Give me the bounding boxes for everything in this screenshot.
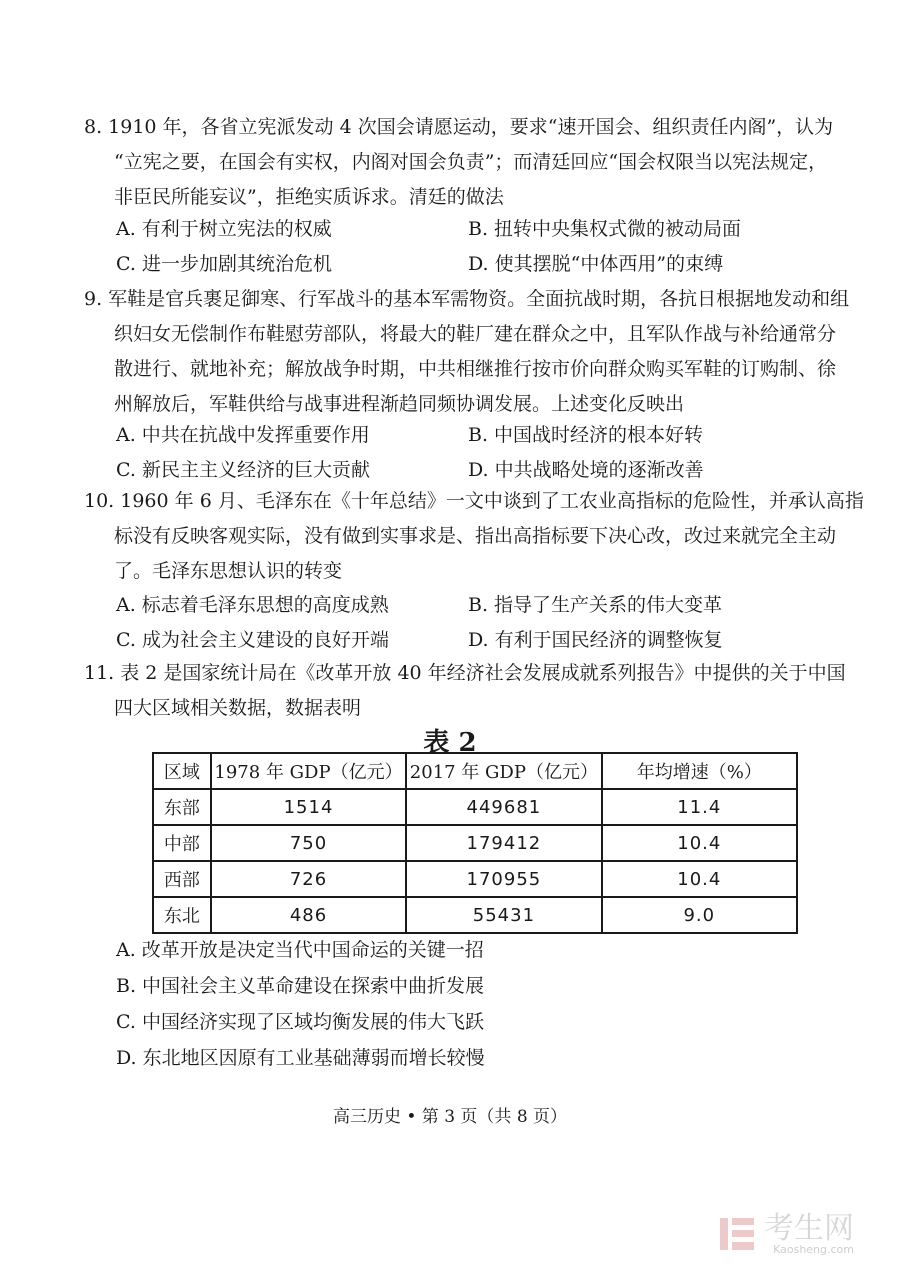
q8-option-b: B. 扭转中央集权式微的被动局面 [468, 218, 742, 240]
question-9-line-3: 散进行、就地补充；解放战争时期，中共相继推行按市价向群众购买军鞋的订购制、徐 [114, 358, 837, 380]
q10-option-c: C. 成为社会主义建设的良好开端 [116, 629, 389, 651]
table-title: 表 2 [423, 728, 477, 758]
question-10-line-2: 标没有反映客观实际，没有做到实事求是、指出高指标要下决心改，改过来就完全主动 [114, 525, 837, 547]
table-row [153, 897, 797, 933]
table-cell-gdp-1978: 1514 [211, 789, 406, 825]
table-cell-gdp-2017: 449681 [406, 789, 601, 825]
q10-option-b: B. 指导了生产关系的伟大变革 [468, 594, 723, 616]
table-header-growth: 年均增速（%） [602, 753, 797, 789]
table-header-row [153, 753, 797, 789]
table-cell-gdp-2017: 179412 [406, 825, 601, 861]
q11-option-d: D. 东北地区因原有工业基础薄弱而增长较慢 [116, 1047, 485, 1069]
question-11-line-1: 11. 表 2 是国家统计局在《改革开放 40 年经济社会发展成就系列报告》中提供的关于中国 [84, 662, 846, 684]
q9-option-d: D. 中共战略处境的逐渐改善 [468, 459, 704, 481]
table-cell-gdp-2017: 55431 [406, 897, 601, 933]
question-8-line-2: “立宪之要，在国会有实权，内阁对国会负责”；而清廷回应“国会权限当以宪法规定， [114, 151, 828, 173]
question-9-line-4: 州解放后，军鞋供给与战事进程渐趋同频协调发展。上述变化反映出 [114, 393, 685, 415]
q10-option-d: D. 有利于国民经济的调整恢复 [468, 629, 723, 651]
q8-option-c: C. 进一步加剧其统治危机 [116, 253, 332, 275]
question-10-line-1: 10. 1960 年 6 月、毛泽东在《十年总结》一文中谈到了工农业高指标的危险性，并承认高指 [84, 490, 864, 512]
watermark [718, 1210, 888, 1258]
q9-option-b: B. 中国战时经济的根本好转 [468, 424, 704, 446]
question-10-line-3: 了。毛泽东思想认识的转变 [114, 560, 343, 582]
question-8 [84, 110, 864, 215]
question-8-line-3: 非臣民所能妄议”，拒绝实质诉求。清廷的做法 [114, 186, 504, 208]
table-row [153, 825, 797, 861]
question-10 [84, 484, 864, 589]
question-11-options [116, 932, 856, 1076]
table-cell-gdp-2017: 170955 [406, 861, 601, 897]
page-footer: 高三历史 • 第 3 页（共 8 页） [332, 1107, 568, 1127]
table-cell-gdp-1978: 750 [211, 825, 406, 861]
question-9 [84, 282, 864, 422]
table-row [153, 861, 797, 897]
table-header-region: 区域 [153, 753, 211, 789]
table-header-gdp-2017: 2017 年 GDP（亿元） [406, 753, 601, 789]
table-cell-region: 中部 [153, 825, 211, 861]
question-8-line-1: 8. 1910 年，各省立宪派发动 4 次国会请愿运动，要求“速开国会、组织责任内阁”，认为 [84, 116, 834, 138]
q9-option-a: A. 中共在抗战中发挥重要作用 [116, 424, 370, 446]
table-cell-gdp-1978: 726 [211, 861, 406, 897]
q10-option-a: A. 标志着毛泽东思想的高度成熟 [116, 594, 389, 616]
table-cell-region: 东北 [153, 897, 211, 933]
q8-option-a: A. 有利于树立宪法的权威 [116, 218, 332, 240]
watermark-en: Kaosheng.com [773, 1242, 854, 1256]
question-9-line-1: 9. 军鞋是官兵裹足御寒、行军战斗的基本军需物资。全面抗战时期，各抗日根据地发动和组 [84, 288, 850, 310]
table-cell-growth: 10.4 [602, 825, 797, 861]
question-8-options [116, 212, 856, 282]
table-cell-growth: 10.4 [602, 861, 797, 897]
kaosheng-logo-icon [718, 1214, 758, 1254]
question-10-options [116, 588, 856, 658]
table-header-gdp-1978: 1978 年 GDP（亿元） [211, 753, 406, 789]
table-cell-region: 东部 [153, 789, 211, 825]
table-cell-region: 西部 [153, 861, 211, 897]
q8-option-d: D. 使其摆脱“中体西用”的束缚 [468, 253, 724, 275]
q9-option-c: C. 新民主主义经济的巨大贡献 [116, 459, 370, 481]
table-cell-growth: 11.4 [602, 789, 797, 825]
question-9-options [116, 418, 856, 488]
table-row [153, 789, 797, 825]
watermark-cn: 考生网 [764, 1210, 854, 1246]
question-11-line-2: 四大区域相关数据，数据表明 [114, 697, 362, 719]
question-11 [84, 656, 864, 726]
q11-option-c: C. 中国经济实现了区域均衡发展的伟大飞跃 [116, 1011, 484, 1033]
q11-option-b: B. 中国社会主义革命建设在探索中曲折发展 [116, 975, 485, 997]
q11-option-a: A. 改革开放是决定当代中国命运的关键一招 [116, 939, 484, 961]
table-cell-growth: 9.0 [602, 897, 797, 933]
table-cell-gdp-1978: 486 [211, 897, 406, 933]
question-9-line-2: 织妇女无偿制作布鞋慰劳部队，将最大的鞋厂建在群众之中，且军队作战与补给通常分 [114, 323, 837, 345]
gdp-table [152, 752, 798, 934]
